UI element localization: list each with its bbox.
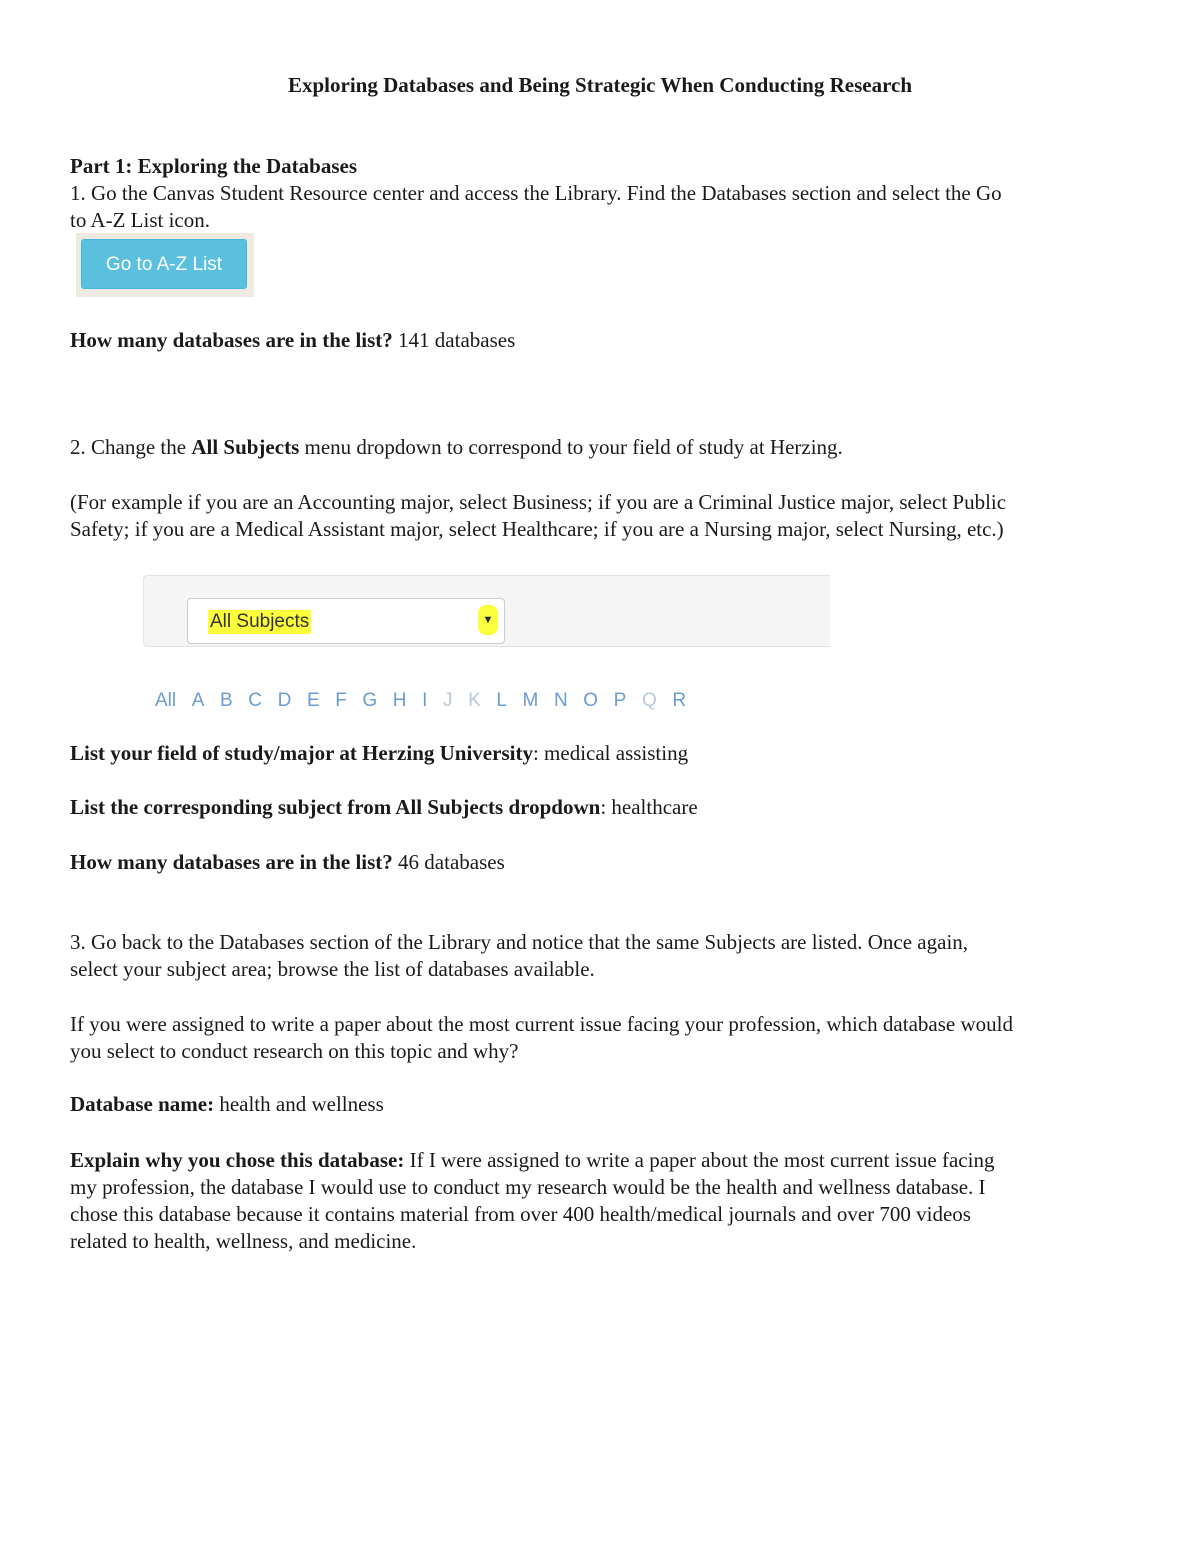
step1-line1: 1. Go the Canvas Student Resource center and access the Library. Find the Databases section and select the Go <box>70 181 1002 205</box>
letter-e[interactable]: E <box>306 690 320 711</box>
database-name-line <box>70 1091 384 1118</box>
step3-line1: 3. Go back to the Databases section of the Library and notice that the same Subjects are listed. Once again, <box>70 930 969 954</box>
explain-line4: related to health, wellness, and medicine. <box>70 1229 417 1253</box>
field-of-study-answer: : medical assisting <box>532 741 689 765</box>
step3-prompt-line1: If you were assigned to write a paper about the most current issue facing your profession, which database would <box>70 1012 1013 1036</box>
letter-h[interactable]: H <box>392 690 407 711</box>
letter-b[interactable]: B <box>220 690 233 711</box>
letter-d[interactable]: D <box>277 690 292 711</box>
explain-line2: my profession, the database I would use to conduct my research would be the health and wellness database. I <box>70 1175 986 1199</box>
explain-line3: chose this database because it contains material from over 400 health/medical journals and over 700 videos <box>70 1202 971 1226</box>
letter-q[interactable]: Q <box>641 690 657 711</box>
step2-prefix: 2. Change the <box>70 435 192 459</box>
az-list-button-screenshot <box>76 233 254 297</box>
explain-label: Explain why you chose this database: <box>70 1148 405 1172</box>
explain-line1 <box>70 1147 994 1174</box>
letter-k[interactable]: K <box>468 690 481 711</box>
letter-c[interactable]: C <box>248 690 263 711</box>
subject-line <box>70 794 698 821</box>
alphabet-filter <box>155 690 829 720</box>
field-of-study-line <box>70 740 688 767</box>
database-name-value: health and wellness <box>214 1092 384 1116</box>
step3-line2: select your subject area; browse the list of databases available. <box>70 957 595 981</box>
letter-l[interactable]: L <box>496 690 507 711</box>
letter-all[interactable]: All <box>155 690 177 711</box>
go-to-az-list-button[interactable]: Go to A-Z List <box>81 239 247 289</box>
letter-i[interactable]: I <box>422 690 428 711</box>
chevron-down-icon[interactable]: ▼ <box>478 605 498 635</box>
letter-m[interactable]: M <box>522 690 539 711</box>
subject-question: List the corresponding subject from All Subjects dropdown <box>70 795 601 819</box>
step2-count-question: How many databases are in the list? <box>70 850 393 874</box>
step2-count-line <box>70 849 505 876</box>
all-subjects-dropdown[interactable] <box>187 598 505 644</box>
letter-p[interactable]: P <box>613 690 627 711</box>
step1-question-line <box>70 327 515 354</box>
step2-count-answer: 46 databases <box>392 850 505 874</box>
step3-prompt-line2: you select to conduct research on this topic and why? <box>70 1039 519 1063</box>
field-of-study-question: List your field of study/major at Herzing University <box>70 741 533 765</box>
letter-n[interactable]: N <box>553 690 568 711</box>
dropdown-selected-value: All Subjects <box>210 611 310 632</box>
part1-heading: Part 1: Exploring the Databases <box>70 154 357 178</box>
letter-o[interactable]: O <box>583 690 599 711</box>
explain-text-1: If I were assigned to write a paper about the most current issue facing <box>404 1148 995 1172</box>
letter-f[interactable]: F <box>335 690 347 711</box>
letter-g[interactable]: G <box>362 690 378 711</box>
step2-example-line2: Safety; if you are a Medical Assistant major, select Healthcare; if you are a Nursing major, select Nursing, etc.) <box>70 517 1004 541</box>
step2-all-subjects: All Subjects <box>191 435 300 459</box>
step2-instruction <box>70 434 843 461</box>
step1-line2: to A-Z List icon. <box>70 208 210 232</box>
letter-r[interactable]: R <box>672 690 687 711</box>
step2-example-line1: (For example if you are an Accounting major, select Business; if you are a Criminal Justice major, select Public <box>70 490 1007 514</box>
database-name-label: Database name: <box>70 1092 215 1116</box>
letter-a[interactable]: A <box>191 690 205 711</box>
step1-answer: 141 databases <box>392 328 516 352</box>
step2-suffix: menu dropdown to correspond to your field of study at Herzing. <box>299 435 843 459</box>
letter-j[interactable]: J <box>443 690 453 711</box>
subject-answer: : healthcare <box>600 795 698 819</box>
subjects-filter-panel <box>143 575 830 647</box>
document-title: Exploring Databases and Being Strategic When Conducting Research <box>287 73 913 97</box>
step1-question: How many databases are in the list? <box>70 328 393 352</box>
